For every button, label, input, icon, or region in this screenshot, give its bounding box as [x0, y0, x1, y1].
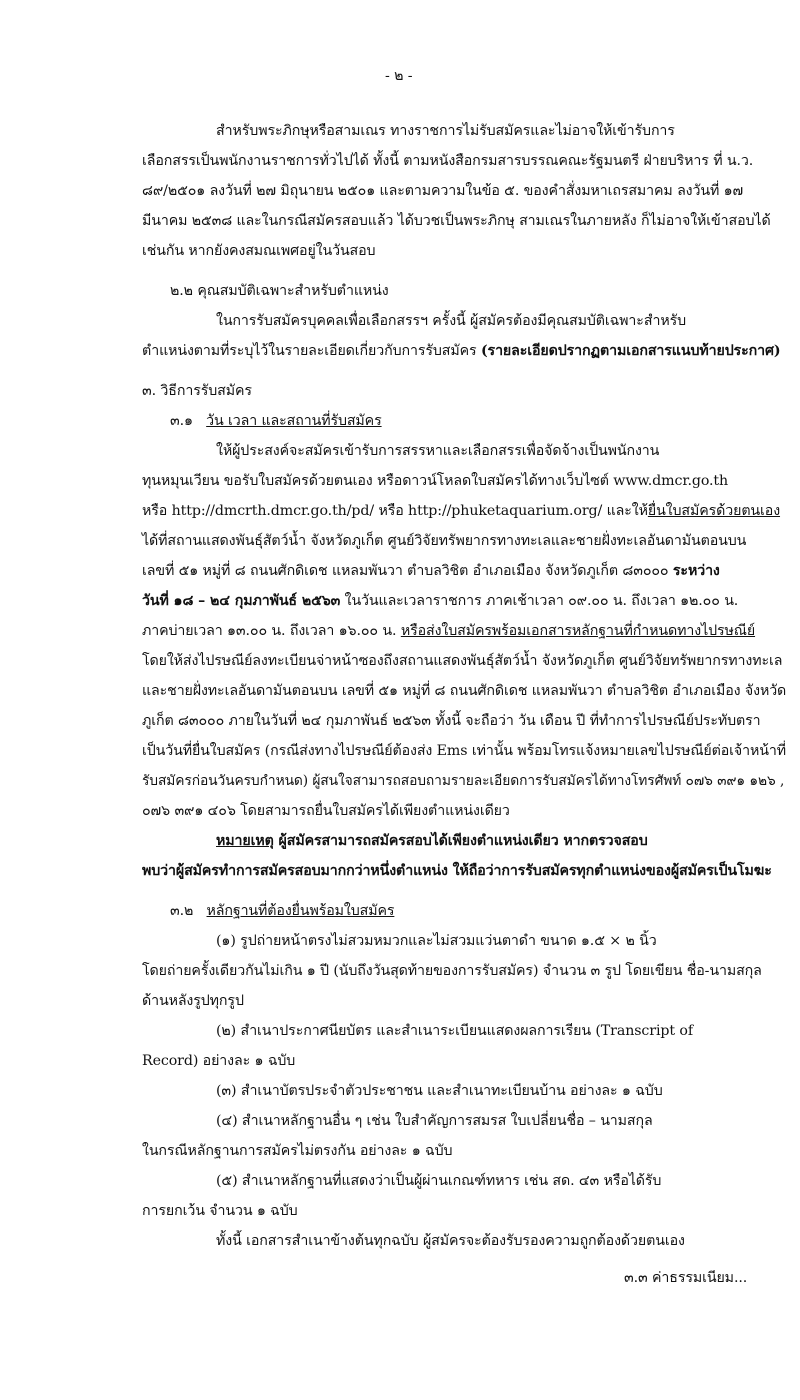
section-3-1-number: ๓.๑ [170, 413, 193, 429]
document-item-2-cont: Record) อย่างละ ๑ ฉบับ [142, 1053, 296, 1069]
section-3-1-line: เป็นวันที่ยื่นใบสมัคร (กรณีส่งทางไปรษณีย์ต้องส่ง Ems เท่านั้น พร้อมโทรแจ้งหมายเลขไปรษณีย์ต่อเจ้าหน้าที่ [142, 743, 786, 759]
apply-in-person: ยื่นใบสมัครด้วยตนเอง [647, 503, 781, 519]
document-item-2: (๒) สำเนาประกาศนียบัตร และสำเนาระเบียนแสดงผลการเรียน (Transcript of [216, 1023, 693, 1039]
document-item-1-cont: โดยถ่ายครั้งเดียวกันไม่เกิน ๑ ปี (นับถึงวันสุดท้ายของการรับสมัคร) จำนวน ๓ รูป โดยเขียน ชื่อ-นามสกุล [142, 963, 762, 979]
section-3-1-line: ๐๗๖ ๓๙๑ ๔๐๖ โดยสามารถยื่นใบสมัครได้เพียงตำแหน่งเดียว [142, 803, 510, 819]
monk-paragraph-line: เลือกสรรเป็นพนักงานราชการทั่วไปได้ ทั้งนี้ ตามหนังสือกรมสารบรรณคณะรัฐมนตรี ฝ่ายบริหาร ที่ น.ว. [142, 153, 754, 169]
section-3-1-line: โดยให้ส่งไปรษณีย์ลงทะเบียนจ่าหน้าซองถึงสถานแสดงพันธุ์สัตว์น้ำ จังหวัดภูเก็ต ศูนย์วิจัยทรัพยากรทางทะเล [142, 653, 783, 669]
section-3-2-number: ๓.๒ [170, 903, 194, 919]
apply-by-post: หรือส่งใบสมัครพร้อมเอกสารหลักฐานที่กำหนดทางไปรษณีย์ [400, 623, 756, 639]
application-dates: วันที่ ๑๘ – ๒๔ กุมภาพันธ์ ๒๕๖๓ [142, 593, 341, 609]
section-2-2-text: ตำแหน่งตามที่ระบุไว้ในรายละเอียดเกี่ยวกับการรับสมัคร [142, 343, 481, 359]
section-2-2-line [142, 341, 781, 361]
document-item-4: (๔) สำเนาหลักฐานอื่น ๆ เช่น ใบสำคัญการสมรส ใบเปลี่ยนชื่อ – นามสกุล [216, 1113, 653, 1129]
section-3-1-line [142, 501, 780, 521]
section-3-1-line: รับสมัครก่อนวันครบกำหนด) ผู้สนใจสามารถสอบถามรายละเอียดการรับสมัครได้ทางโทรศัพท์ ๐๗๖ ๓๙๑ ๑๒๖ , [142, 773, 785, 789]
note-line [216, 831, 648, 851]
section-3-1-line: ให้ผู้ประสงค์จะสมัครเข้ารับการสรรหาและเลือกสรรเพื่อจัดจ้างเป็นพนักงาน [216, 443, 660, 459]
document-item-3: (๓) สำเนาบัตรประจำตัวประชาชน และสำเนาทะเบียนบ้าน อย่างละ ๑ ฉบับ [216, 1083, 663, 1099]
section-3-1-line: และชายฝั่งทะเลอันดามันตอนบน เลขที่ ๕๑ หมู่ที่ ๘ ถนนศักดิเดช แหลมพันวา ตำบลวิชิต อำเภอเมือง จังหวัด [142, 683, 787, 699]
document-item-5: (๕) สำเนาหลักฐานที่แสดงว่าเป็นผู้ผ่านเกณฑ์ทหาร เช่น สด. ๔๓ หรือได้รับ [216, 1173, 662, 1189]
section-3-1-line: ทุนหมุนเวียน ขอรับใบสมัครด้วยตนเอง หรือดาวน์โหลดใบสมัครได้ทางเว็บไซต์ www.dmcr.go.th [142, 473, 729, 489]
address-text: เลขที่ ๕๑ หมู่ที่ ๘ ถนนศักดิเดช แหลมพันวา ตำบลวิชิต อำเภอเมือง จังหวัดภูเก็ต ๘๓๐๐๐ [142, 563, 673, 579]
section-3-1-line: ภูเก็ต ๘๓๐๐๐ ภายในวันที่ ๒๔ กุมภาพันธ์ ๒๕๖๓ ทั้งนี้ จะถือว่า วัน เดือน ปี ที่ทำการไปรษณีย์ประทับตรา [142, 713, 761, 729]
section-3-2-heading [170, 901, 394, 921]
office-hours: ในวันและเวลาราชการ ภาคเช้าเวลา ๐๙.๐๐ น. ถึงเวลา ๑๒.๐๐ น. [340, 593, 739, 609]
monk-paragraph-line: เช่นกัน หากยังคงสมณเพศอยู่ในวันสอบ [142, 243, 376, 259]
section-2-2-line: ในการรับสมัครบุคคลเพื่อเลือกสรรฯ ครั้งนี้ ผู้สมัครต้องมีคุณสมบัติเฉพาะสำหรับ [216, 313, 687, 329]
afternoon-hours: ภาคบ่ายเวลา ๑๓.๐๐ น. ถึงเวลา ๑๖.๐๐ น. [142, 623, 401, 639]
page-number: - ๒ - [385, 68, 413, 84]
section-3-1-line [142, 591, 738, 611]
certification-note: ทั้งนี้ เอกสารสำเนาข้างต้นทุกฉบับ ผู้สมัครจะต้องรับรองความถูกต้องด้วยตนเอง [216, 1233, 685, 1249]
attachment-reference: (รายละเอียดปรากฏตามเอกสารแนบท้ายประกาศ) [480, 343, 781, 359]
section-3-1-line [142, 561, 720, 581]
period-label: ระหว่าง [672, 563, 720, 579]
section-3-2-title: หลักฐานที่ต้องยื่นพร้อมใบสมัคร [206, 903, 395, 919]
note-line: พบว่าผู้สมัครทำการสมัครสอบมากกว่าหนึ่งตำแหน่ง ให้ถือว่าการรับสมัครทุกตำแหน่งของผู้สมัครเป็นโมฆะ [142, 863, 772, 879]
website-links: หรือ http://dmcrth.dmcr.go.th/pd/ หรือ http://phuketaquarium.org/ และให้ [142, 503, 648, 519]
document-item-4-cont: ในกรณีหลักฐานการสมัครไม่ตรงกัน อย่างละ ๑ ฉบับ [142, 1143, 453, 1159]
document-item-1-cont: ด้านหลังรูปทุกรูป [142, 993, 244, 1009]
note-label: หมายเหตุ [216, 833, 274, 849]
document-item-1: (๑) รูปถ่ายหน้าตรงไม่สวมหมวกและไม่สวมแว่นตาดำ ขนาด ๑.๕ × ๒ นิ้ว [216, 933, 657, 949]
monk-paragraph-line: สำหรับพระภิกษุหรือสามเณร ทางราชการไม่รับสมัครและไม่อาจให้เข้ารับการ [216, 123, 675, 139]
section-3-1-line [142, 621, 755, 641]
continuation-marker: ๓.๓ ค่าธรรมเนียม... [624, 1270, 748, 1286]
section-3-1-heading [170, 411, 382, 431]
document-item-5-cont: การยกเว้น จำนวน ๑ ฉบับ [142, 1203, 298, 1219]
section-3-1-title: วัน เวลา และสถานที่รับสมัคร [206, 413, 382, 429]
monk-paragraph-line: ๘๙/๒๕๐๑ ลงวันที่ ๒๗ มิถุนายน ๒๕๐๑ และตามความในข้อ ๕. ของคำสั่งมหาเถรสมาคม ลงวันที่ ๑๗ [142, 183, 744, 199]
note-text: ผู้สมัครสามารถสมัครสอบได้เพียงตำแหน่งเดียว หากตรวจสอบ [273, 833, 648, 849]
monk-paragraph-line: มีนาคม ๒๕๓๘ และในกรณีสมัครสอบแล้ว ได้บวชเป็นพระภิกษุ สามเณรในภายหลัง ก็ไม่อาจให้เข้าสอบได้ [142, 213, 771, 229]
section-3-heading: ๓. วิธีการรับสมัคร [142, 383, 252, 399]
section-3-1-line: ได้ที่สถานแสดงพันธุ์สัตว์น้ำ จังหวัดภูเก็ต ศูนย์วิจัยทรัพยากรทางทะเลและชายฝั่งทะเลอันดามันตอนบน [142, 533, 747, 549]
section-2-2-heading: ๒.๒ คุณสมบัติเฉพาะสำหรับตำแหน่ง [170, 283, 389, 299]
